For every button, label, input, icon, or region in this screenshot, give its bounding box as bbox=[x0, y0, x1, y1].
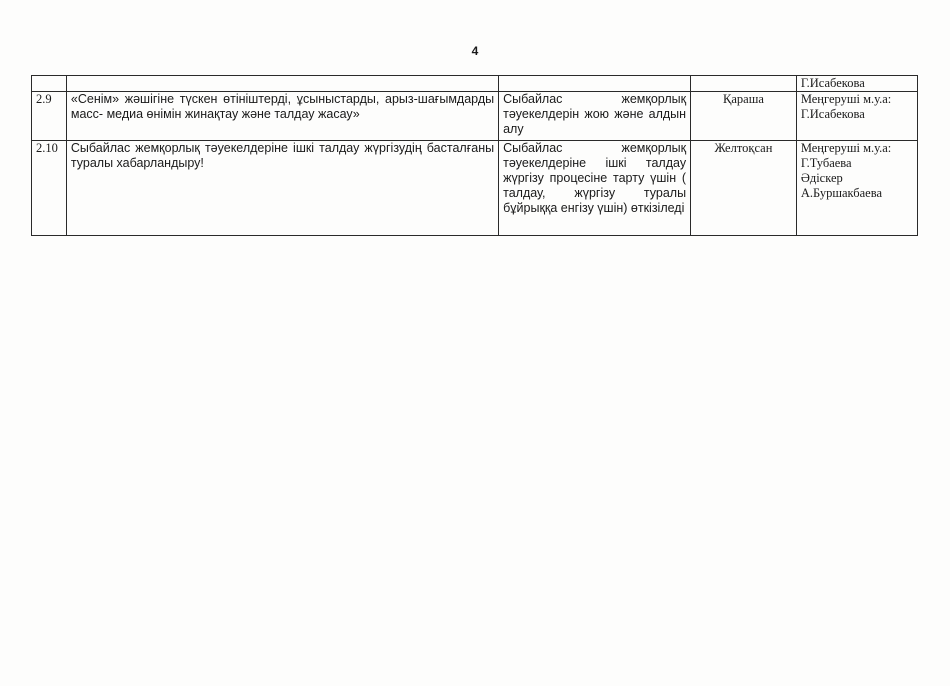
row-responsible bbox=[796, 141, 917, 236]
cell-date bbox=[691, 76, 797, 92]
responsible-name-2: А.Буршакбаева bbox=[800, 186, 883, 200]
responsible-name: Г.Исабекова bbox=[800, 107, 865, 121]
row-date: Қараша bbox=[691, 92, 797, 141]
row-event: «Сенім» жәшігіне түскен өтініштерді, ұсыныстарды, арыз-шағымдарды масс- медиа өнімін жинақтау және талдау жасау» bbox=[66, 92, 498, 141]
responsible-role: Меңгеруші м.у.а: bbox=[800, 141, 892, 155]
cell-responsible bbox=[796, 76, 917, 92]
table-row-continued bbox=[32, 76, 918, 92]
table-row bbox=[32, 92, 918, 141]
row-date: Желтоқсан bbox=[691, 141, 797, 236]
plan-table bbox=[31, 75, 918, 236]
table-row bbox=[32, 141, 918, 236]
row-goal: Сыбайлас жемқорлық тәуекелдеріне ішкі талдау жүргізу процесіне тарту үшін ( талдау, жүргізу туралы бұйрыққа енгізу үшін) өткізіледі bbox=[499, 141, 691, 236]
row-event: Сыбайлас жемқорлық тәуекелдеріне ішкі талдау жүргізудің басталғаны туралы хабарландыру! bbox=[66, 141, 498, 236]
row-responsible bbox=[796, 92, 917, 141]
row-number: 2.9 bbox=[32, 92, 67, 141]
cell-event bbox=[66, 76, 498, 92]
responsible-role-2: Әдіскер bbox=[800, 171, 843, 185]
responsible-role: Меңгеруші м.у.а: bbox=[800, 92, 892, 106]
responsible-name: Г.Исабекова bbox=[800, 76, 865, 90]
cell-number bbox=[32, 76, 67, 92]
page-number: 4 bbox=[471, 44, 479, 58]
responsible-name: Г.Тубаева bbox=[800, 156, 852, 170]
row-goal: Сыбайлас жемқорлық тәуекелдерін жою және алдын алу bbox=[499, 92, 691, 141]
cell-goal bbox=[499, 76, 691, 92]
row-number: 2.10 bbox=[32, 141, 67, 236]
